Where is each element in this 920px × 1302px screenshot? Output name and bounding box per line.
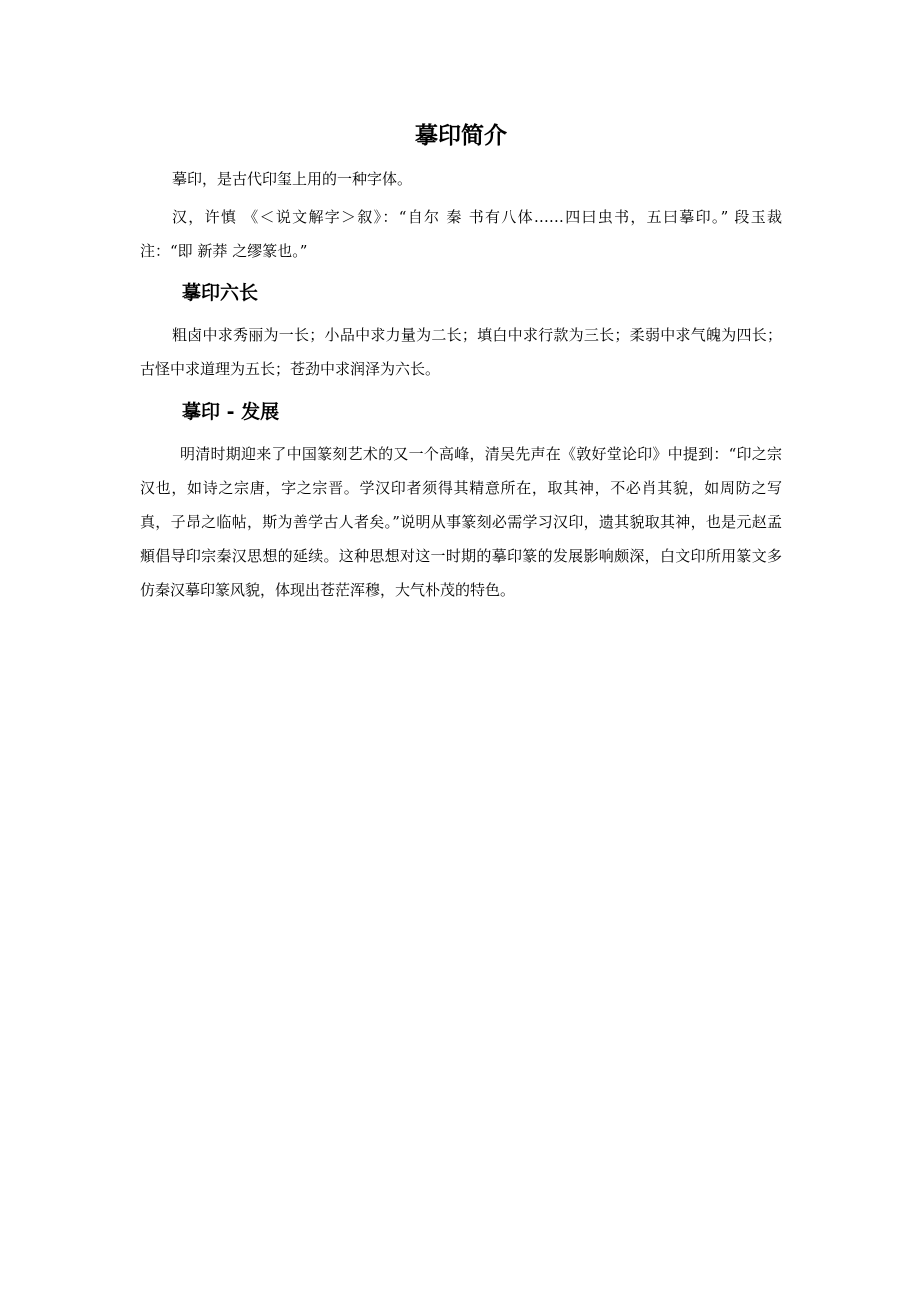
intro-paragraph-2: 汉，许慎 《＜说文解字＞叙》：“自尔 秦 书有八体……四曰虫书，五曰摹印。” 段玉裁 注：“即 新莽 之缪篆也。” bbox=[140, 208, 782, 260]
section-paragraph-six-merits: 粗卤中求秀丽为一长；小品中求力量为二长；填白中求行款为三长；柔弱中求气魄为四长；古怪中求道理为五长；苍劲中求润泽为六长。 bbox=[140, 326, 782, 378]
intro-paragraph-1: 摹印，是古代印玺上用的一种字体。 bbox=[172, 170, 413, 188]
document-title: 摹印简介 bbox=[415, 123, 507, 149]
section-paragraph-development: 明清时期迎来了中国篆刻艺术的又一个高峰，清吴先声在《敦好堂论印》中提到：“印之宗汉也，如诗之宗唐，字之宗晋。学汉印者须得其精意所在，取其神，不必肖其貌，如周防之写真，子昂之临帖，斯为善学古人者矣。”说明从事篆刻必需学习汉印，遗其貌取其神，也是元赵孟頫倡导印宗秦汉思想的延续。这种思想对这一时期的摹印篆的发展影响颇深，白文印所用篆文多仿秦汉摹印篆风貌，体现出苍茫浑穆，大气朴茂的特色。 bbox=[140, 445, 782, 599]
section-heading-six-merits: 摹印六长 bbox=[182, 282, 259, 304]
section-heading-development: 摹印 - 发展 bbox=[182, 401, 280, 423]
